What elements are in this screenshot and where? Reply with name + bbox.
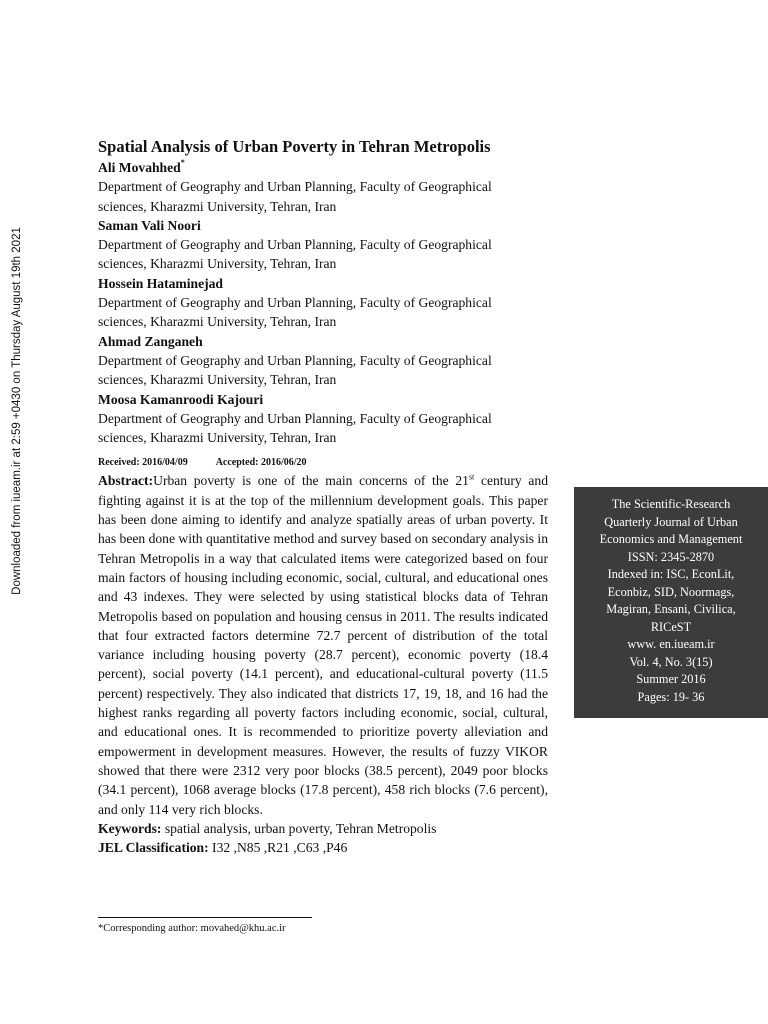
journal-issn: ISSN: 2345-2870 — [627, 549, 715, 564]
jel-classification: JEL Classification: I32 ,N85 ,R21 ,C63 ,P46 — [98, 840, 348, 856]
journal-volume: Vol. 4, No. 3(15) — [629, 654, 713, 669]
keywords-label: Keywords: — [98, 820, 162, 836]
author-affiliation: Department of Geography and Urban Planning, Faculty of Geographical sciences, Kharazmi University, Tehran, Iran — [98, 295, 492, 330]
footnote-divider — [98, 917, 312, 918]
journal-indexing: Indexed in: ISC, EconLit, — [607, 567, 735, 581]
author-name: Saman Vali Noori — [98, 217, 201, 233]
corresponding-author-footnote: *Corresponding author: movahed@khu.ac.ir — [98, 923, 286, 934]
author-name: Moosa Kamanroodi Kajouri — [98, 391, 264, 407]
corresponding-author-mark: * — [180, 158, 185, 167]
abstract: Abstract:Urban poverty is one of the main concerns of the 21st century and fighting against it is at the top of the millennium development goals. This paper has been done aiming to identify and analyze spatially areas of urban poverty. It has been done with quantitative method and survey based on secondary analysis in Tehran Metropolis in a way that calculated items were categorized based on four main factors of housing including economic, social, cultural, and educational ones and 43 indexes. They were selected by using statistical blocks data of Tehran Metropolis based on population and housing census in 2011. The results indicated that four extracted factors determine 72.7 percent of distribution of the total variance including housing poverty (28.7 percent), economic poverty (18.4 percent), social poverty (14.1 percent), and educational-cultural poverty (11.5 percent) respectively. They also indicated that districts 17, 19, 18, and 16 had the highest ranks regarding all poverty factors including economic, social, cultural, and educational ones. It is recommended to prioritize poverty alleviation and empowerment in development measures. However, the results of fuzzy VIKOR showed that there were 2312 very poor blocks (38.5 percent), 2049 poor blocks (34.1 percent), 1068 average blocks (17.8 percent), 458 rich blocks (7.6 percent), and only 114 very rich blocks. — [98, 472, 549, 817]
accepted-date: Accepted: 2016/06/20 — [215, 457, 307, 469]
author-affiliation: Department of Geography and Urban Planning, Faculty of Geographical sciences, Kharazmi University, Tehran, Iran — [98, 179, 492, 214]
journal-info-line: Economics and Management — [599, 532, 743, 546]
author-affiliation: Department of Geography and Urban Planning, Faculty of Geographical sciences, Kharazmi University, Tehran, Iran — [98, 237, 492, 272]
author-name: Ali Movahhed* — [98, 158, 185, 175]
download-watermark-text: Downloaded from iueam.ir at 2:59 +0430 on Thursday August 19th 2021 — [11, 227, 23, 595]
keywords: Keywords: spatial analysis, urban poverty, Tehran Metropolis — [98, 820, 437, 836]
paper-front-matter — [98, 136, 548, 857]
author-affiliation: Department of Geography and Urban Planning, Faculty of Geographical sciences, Kharazmi University, Tehran, Iran — [98, 352, 492, 388]
author-name: Hossein Hataminejad — [98, 275, 223, 291]
journal-info-line: The Scientific-Research — [611, 497, 731, 511]
jel-label: JEL Classification: — [98, 840, 209, 856]
abstract-label: Abstract: — [98, 473, 154, 489]
author-affiliation: Department of Geography and Urban Planning, Faculty of Geographical sciences, Kharazmi University, Tehran, Iran — [98, 410, 492, 446]
submission-dates — [98, 455, 548, 471]
journal-indexing: RICeST — [650, 619, 692, 634]
paper-title: Spatial Analysis of Urban Poverty in Tehran Metropolis — [98, 137, 491, 156]
journal-indexing: Econbiz, SID, Noormags, — [607, 584, 735, 599]
journal-pages: Pages: 19- 36 — [637, 689, 705, 704]
journal-season: Summer 2016 — [636, 672, 706, 686]
author-name: Ahmad Zanganeh — [98, 333, 203, 349]
download-watermark — [9, 214, 25, 608]
journal-indexing: Magiran, Ensani, Civilica, — [606, 602, 736, 616]
journal-website: www. en.iueam.ir — [627, 637, 715, 651]
journal-info-line: Quarterly Journal of Urban — [604, 514, 738, 529]
received-date: Received: 2016/04/09 — [98, 457, 188, 469]
journal-info-box — [574, 487, 768, 718]
